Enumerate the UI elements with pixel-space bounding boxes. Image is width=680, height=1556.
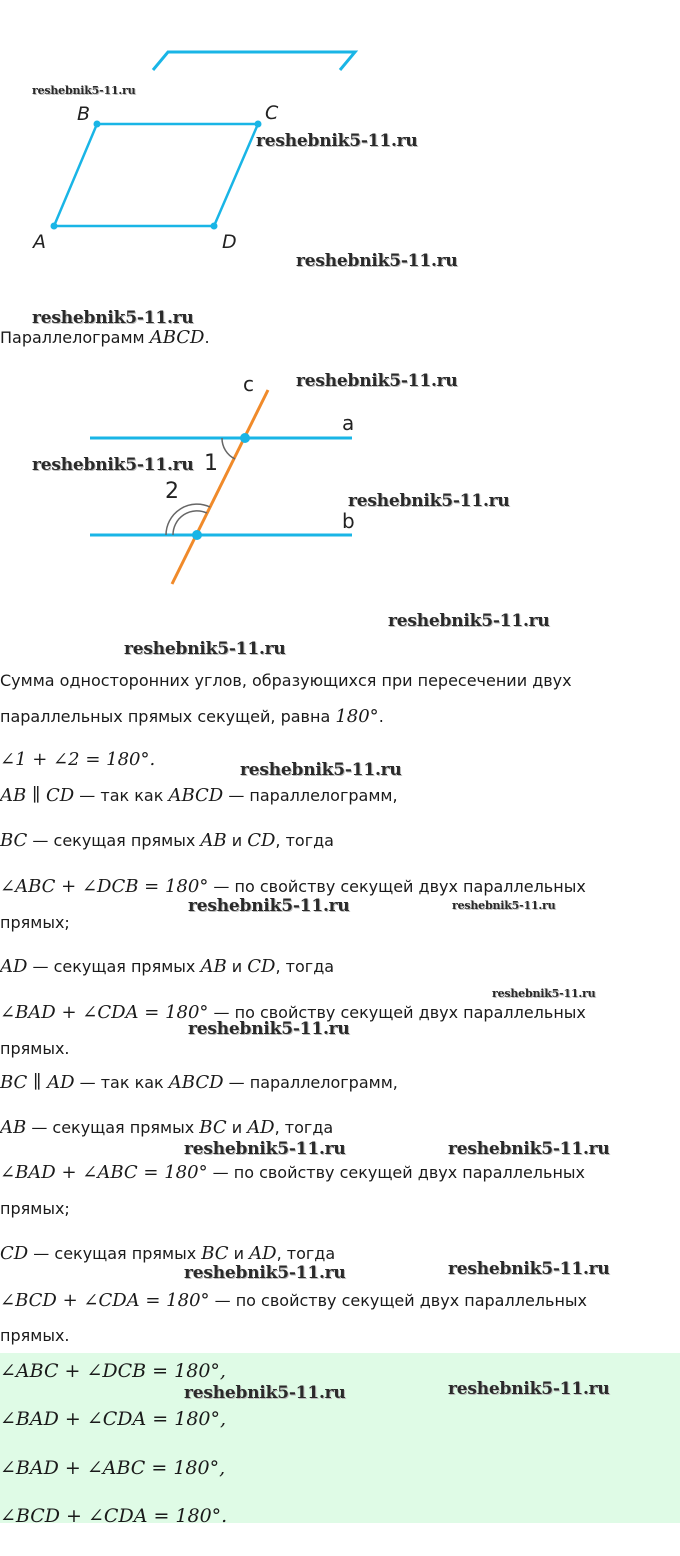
angle-label-1: 1 xyxy=(204,451,218,476)
statement-4 xyxy=(0,956,334,978)
math-span: BC xyxy=(199,1117,227,1138)
label-b: b xyxy=(342,509,355,533)
watermark: reshebnik5-11.ru xyxy=(184,1139,346,1159)
watermark: reshebnik5-11.ru xyxy=(448,1259,610,1279)
statement-10 xyxy=(0,1290,587,1312)
watermark: reshebnik5-11.ru xyxy=(188,1019,350,1039)
parallelogram-figure xyxy=(0,90,330,260)
summary-eq-2: ∠BAD + ∠CDA = 180°, xyxy=(0,1408,227,1430)
parallel-lines-figure xyxy=(0,370,400,590)
watermark: reshebnik5-11.ru xyxy=(448,1379,610,1399)
text-span: — параллелограмм, xyxy=(223,1073,398,1092)
math-span: BC xyxy=(201,1243,229,1264)
watermark: reshebnik5-11.ru xyxy=(448,1139,610,1159)
statement-6 xyxy=(0,1072,398,1094)
math-span: ∠ABC + ∠DCB = 180° xyxy=(0,876,209,897)
statement-3 xyxy=(0,876,586,898)
text-span: — параллелограмм, xyxy=(223,786,398,805)
point-b xyxy=(94,121,101,128)
watermark: reshebnik5-11.ru xyxy=(32,84,136,97)
text-span: — по свойству секущей двух параллельных xyxy=(208,1003,586,1022)
text-span: — секущая прямых xyxy=(27,831,201,850)
watermark: reshebnik5-11.ru xyxy=(296,251,458,271)
watermark: reshebnik5-11.ru xyxy=(256,131,418,151)
math-span: AD xyxy=(0,956,28,977)
statement-10-cont: прямых. xyxy=(0,1326,70,1345)
text-span: , тогда xyxy=(276,1244,336,1263)
math-span: ABCD xyxy=(168,785,224,806)
text-span: — так как xyxy=(74,786,169,805)
text-span: — так как xyxy=(74,1073,169,1092)
text-span: параллельных прямых секущей, равна xyxy=(0,707,336,726)
math-span: BC xyxy=(0,830,28,851)
math-span: AD xyxy=(249,1243,277,1264)
math-span: AD xyxy=(247,1117,275,1138)
equation-1: ∠1 + ∠2 = 180°. xyxy=(0,749,156,770)
text-span: . xyxy=(378,707,384,726)
math-span: AB xyxy=(200,956,227,977)
text-span: — по свойству секущей двух параллельных xyxy=(207,1163,586,1182)
intersection-b xyxy=(192,530,202,540)
label-c: c xyxy=(243,372,254,396)
math-span: ABCD xyxy=(168,1072,224,1093)
summary-eq-1: ∠ABC + ∠DCB = 180°, xyxy=(0,1360,226,1382)
watermark: reshebnik5-11.ru xyxy=(32,308,194,328)
top-partial-figure xyxy=(0,40,680,80)
statement-2 xyxy=(0,830,334,852)
caption-suffix: . xyxy=(204,328,210,347)
watermark: reshebnik5-11.ru xyxy=(452,899,556,912)
math-span: ∠BAD + ∠CDA = 180° xyxy=(0,1002,209,1023)
math-span: ∠BCD + ∠CDA = 180° xyxy=(0,1290,210,1311)
vertex-label-c: C xyxy=(265,102,279,124)
statement-8-cont: прямых; xyxy=(0,1199,70,1218)
angle-1-arc xyxy=(222,438,235,459)
watermark: reshebnik5-11.ru xyxy=(184,1383,346,1403)
parallelogram-abcd xyxy=(54,124,258,226)
math-span: 180° xyxy=(335,706,379,727)
text-span: , тогда xyxy=(275,831,334,850)
math-span: AB xyxy=(0,1117,27,1138)
text-span: , тогда xyxy=(275,957,335,976)
watermark: reshebnik5-11.ru xyxy=(188,896,350,916)
math-span: CD xyxy=(247,956,276,977)
watermark: reshebnik5-11.ru xyxy=(388,611,550,631)
statement-5-cont: прямых. xyxy=(0,1039,70,1058)
text-span: — секущая прямых xyxy=(28,1244,202,1263)
math-span: CD xyxy=(247,830,276,851)
statement-1 xyxy=(0,785,398,807)
vertex-label-a: A xyxy=(33,231,46,253)
math-span: ∠BAD + ∠ABC = 180° xyxy=(0,1162,208,1183)
statement-3-cont: прямых; xyxy=(0,913,70,932)
caption-text: Параллелограмм xyxy=(0,328,150,347)
watermark: reshebnik5-11.ru xyxy=(240,760,402,780)
math-span: CD xyxy=(0,1243,29,1264)
angle-label-2: 2 xyxy=(165,479,179,504)
caption-parallelogram xyxy=(0,327,210,349)
watermark: reshebnik5-11.ru xyxy=(492,987,596,1000)
text-span: и xyxy=(228,1244,250,1263)
secant-c xyxy=(172,390,268,584)
text-span: — секущая прямых xyxy=(27,957,201,976)
math-span: BC ∥ AD xyxy=(0,1072,75,1093)
vertex-label-b: B xyxy=(77,103,91,125)
watermark: reshebnik5-11.ru xyxy=(32,455,194,475)
text-span: — секущая прямых xyxy=(26,1118,200,1137)
statement-8 xyxy=(0,1162,585,1184)
caption-math: ABCD xyxy=(149,327,205,348)
text-span: — по свойству секущей двух параллельных xyxy=(209,1291,587,1310)
text-span: и xyxy=(226,831,248,850)
text-span: и xyxy=(226,1118,248,1137)
summary-eq-3: ∠BAD + ∠ABC = 180°, xyxy=(0,1457,226,1479)
vertex-label-d: D xyxy=(222,231,237,253)
statement-7 xyxy=(0,1117,333,1139)
watermark: reshebnik5-11.ru xyxy=(184,1263,346,1283)
text-span: , тогда xyxy=(274,1118,334,1137)
point-c xyxy=(255,121,262,128)
watermark: reshebnik5-11.ru xyxy=(124,639,286,659)
point-a xyxy=(51,223,58,230)
point-d xyxy=(211,223,218,230)
paragraph-1-line-1: Сумма односторонних углов, образующихся при пересечении двух xyxy=(0,671,572,690)
summary-eq-4: ∠BCD + ∠CDA = 180°. xyxy=(0,1505,228,1527)
math-span: AB ∥ CD xyxy=(0,785,75,806)
text-span: и xyxy=(226,957,248,976)
intersection-a xyxy=(240,433,250,443)
label-a: a xyxy=(342,411,355,435)
paragraph-1-line-2 xyxy=(0,706,384,728)
statement-9 xyxy=(0,1243,335,1265)
text-span: — по свойству секущей двух параллельных xyxy=(208,877,586,896)
math-span: AB xyxy=(200,830,227,851)
watermark: reshebnik5-11.ru xyxy=(296,371,458,391)
watermark: reshebnik5-11.ru xyxy=(348,491,510,511)
